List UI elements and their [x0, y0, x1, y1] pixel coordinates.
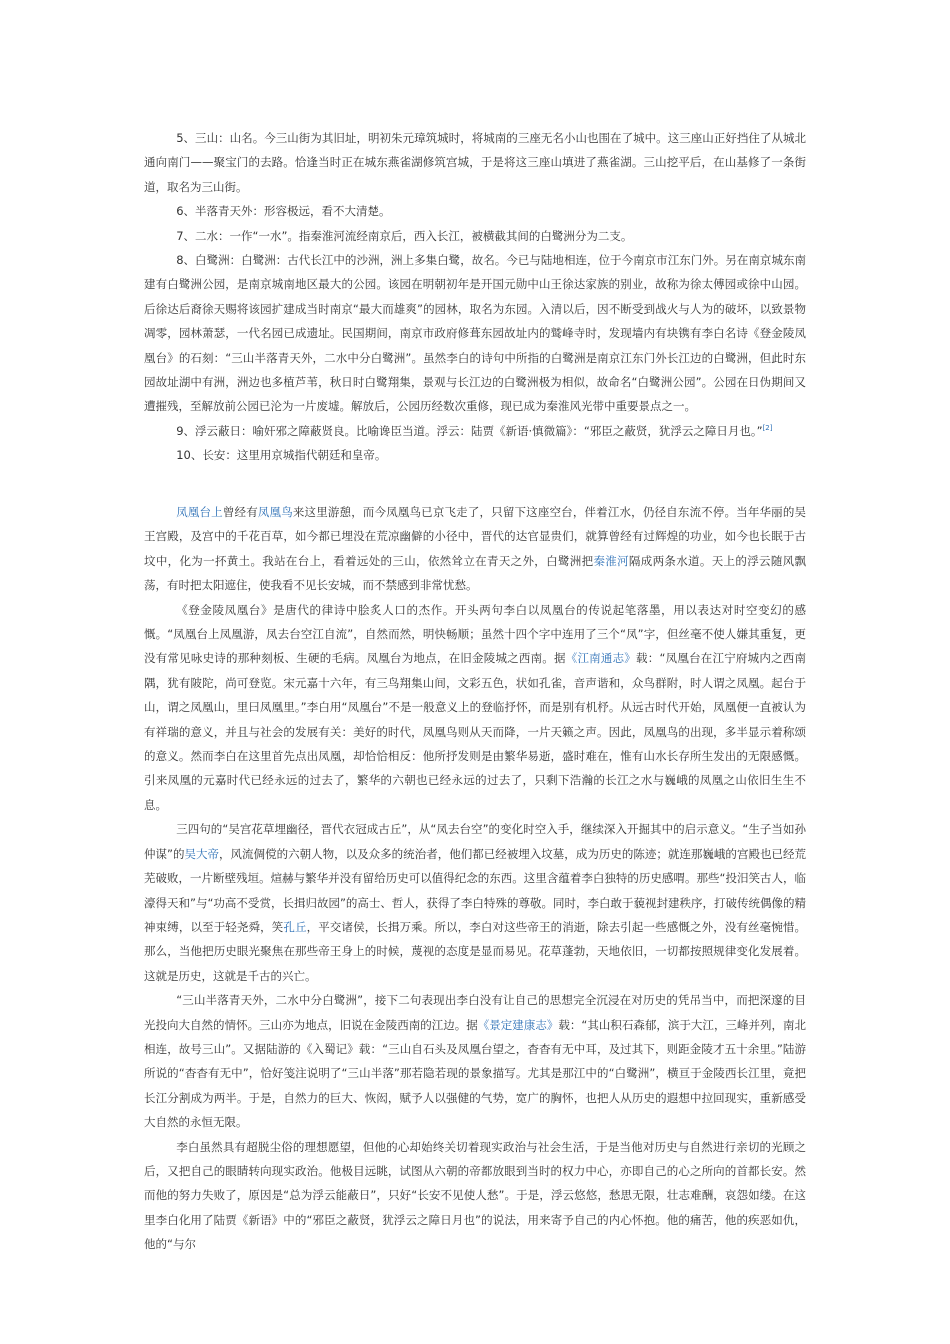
text-span: ，风流倜傥的六朝人物，以及众多的统治者，他们都已经被埋入坟墓，成为历史的陈迹；就连那巍峨的宫殿也已经荒芜破败，一片断壁残垣。煊赫与繁华并没有留给历史可以值得纪念的东西。这里含蕴着李白独特的历史感喟。那些“投汨笑古人，临濠得天和”与“功高不受赏，长揖归故园”的高士、哲人，获得了李白特殊的尊敬。同时，李白敢于藐视封建秩序，打破传统偶像的精神束缚，以至于轻尧舜，笑	[144, 846, 806, 934]
annotation-notes	[144, 126, 806, 468]
note-8: 8、白鹭洲：白鹭洲：古代长江中的沙洲，洲上多集白鹭，故名。今已与陆地相连，位于今南京市江东门外。另在南京城东南建有白鹭洲公园，是南京城南地区最大的公园。该园在明朝初年是开国元勋中山王徐达家族的别业，故称为徐太傅园或徐中山园。后徐达后裔徐天赐将该园扩建成当时南京“最大而雄爽”的园林，取名为东园。入清以后，因不断受到战火与人为的破坏，以致景物凋零，园林萧瑟，一代名园已成遗址。民国期间，南京市政府修葺东园故址内的鹫峰寺时，发现墙内有块镌有李白名诗《登金陵凤凰台》的石刻：“三山半落青天外，二水中分白鹭洲”。虽然李白的诗句中所指的白鹭洲是南京江东门外长江边的白鹭洲，但此时东园故址湖中有洲，洲边也多植芦苇，秋日时白鹭翔集，景观与长江边的白鹭洲极为相似，故命名“白鹭洲公园”。公园在日伪期间又遭摧残，至解放前公园已沦为一片废墟。解放后，公园历经数次重修，现已成为秦淮风光带中重要景点之一。	[144, 253, 806, 414]
text-span: 《登金陵凤凰台》是唐代的律诗中脍炙人口的杰作。开头两句李白以凤凰台的传说起笔落墨，用以表达对时空变幻的感慨。“凤凰台上凤凰游，凤去台空江自流”，自然而然，明快畅顺；虽然十四个字中连用了三个“凤”字，但丝毫不使人嫌其重复，更没有常见咏史诗的那种刻板、生硬的毛病。凤凰台为地点，在旧金陵城之西南。据	[144, 602, 806, 666]
note-6: 6、半落青天外：形容极远，看不大清楚。	[176, 204, 391, 219]
text-span: 载：“凤凰台在江宁府城内之西南隅，犹有陂陀，尚可登览。宋元嘉十六年，有三鸟翔集山间，文彩五色，状如孔雀，音声谐和，众鸟群附，时人谓之凤凰。起台于山，谓之凤凰山，里曰凤凰里。”李白用“凤凰台”不是一般意义上的登临抒怀，而是别有机杼。从远古时代开始，凤凰便一直被认为有祥瑞的意义，并且与社会的发展有关：美好的时代，凤凰鸟则从天而降，一片天籁之声。因此，凤凰鸟的出现，多半显示着称颂的意义。然而李白在这里首先点出凤凰，却恰恰相反：他所抒发则是由繁华易逝，盛时难在，惟有山水长存所生发出的无限感慨。引来凤凰的元嘉时代已经永远的过去了，繁华的六朝也已经永远的过去了，只剩下浩瀚的长江之水与巍峨的凤凰之山依旧生生不息。	[144, 651, 806, 812]
text-span: 载：“其山积石森郁，滨于大江，三峰并列，南北相连，故号三山”。又据陆游的《入蜀记》载：“三山自石头及凤凰台望之，杳杳有无中耳，及过其下，则距金陵才五十余里。”陆游所说的“杳杳有无中”，恰好笺注说明了“三山半落”那若隐若现的景象描写。尤其是那江中的“白鹭洲”，横亘于金陵西长江里，竟把长江分割成为两半。于是，自然力的巨大、恢闳，赋予人以强健的气势，宽广的胸怀，也把人从历史的遐想中拉回现实，重新感受大自然的永恒无限。	[144, 1017, 807, 1130]
commentary-section	[144, 500, 806, 1257]
analysis-paragraph-3	[144, 988, 806, 1134]
text-span: 隔成两条水道。天上的浮云随风飘荡，有时把太阳遮住，使我看不见长安城，而不禁感到非常忧愁。	[144, 553, 807, 593]
note-5: 5、三山：山名。今三山街为其旧址，明初朱元璋筑城时，将城南的三座无名小山也围在了城中。这三座山正好挡住了从城北通向南门——聚宝门的去路。恰逢当时正在城东燕雀湖修筑宫城，于是将这三座山填进了燕雀湖。三山挖平后，在山基修了一条街道，取名为三山街。	[144, 131, 806, 194]
text-span: 来这里游憩，而今凤凰鸟已京飞走了，只留下这座空台，伴着江水，仍径自东流不停。当年华丽的吴王宫殿，及宫中的千花百草，如今都已埋没在荒凉幽僻的小径中，晋代的达官显贵们，就算曾经有过辉煌的功业，如今也长眠于古坟中，化为一抔黄土。我站在台上，看着远处的三山，依然耸立在青天之外，白鹭洲把	[144, 505, 807, 568]
text-span: ，平交诸侯，长揖万乘。所以，李白对这些帝王的消逝，除去引起一些感慨之外，没有丝毫惋惜。那么，当他把历史眼光聚焦在那些帝王身上的时候，蔑视的态度是显而易见。花草蓬勃，天地依旧，一切都按照规律变化发展着。这就是历史，这就是千古的兴亡。	[144, 919, 807, 983]
note-7: 7、二水：一作“一水”。指秦淮河流经南京后，西入长江，被横截其间的白鹭洲分为二支。	[176, 228, 633, 243]
link-fenghuangtai[interactable]: 凤凰台上	[176, 505, 223, 519]
link-jingding-jiankangzhi[interactable]: 《景定建康志》	[477, 1017, 559, 1032]
text-span: “三山半落青天外，二水中分白鹭洲”，接下二句表现出李白没有让自己的思想完全沉浸在对历史的凭吊当中，而把深邃的目光投向大自然的情怀。三山亦为地点，旧说在金陵西南的江边。据	[144, 993, 806, 1032]
analysis-paragraph-2	[144, 817, 806, 988]
link-kongqiu[interactable]: 孔丘	[283, 919, 307, 934]
note-10: 10、长安：这里用京城指代朝廷和皇帝。	[176, 448, 387, 463]
link-wudadi[interactable]: 吴大帝	[184, 846, 220, 861]
analysis-paragraph-4: 李白虽然具有超脱尘俗的理想愿望，但他的心却始终关切着现实政治与社会生活，于是当他对历史与自然进行亲切的光顾之后，又把自己的眼睛转向现实政治。他极目远眺，试图从六朝的帝都放眼到当时的权力中心，亦即自己的心之所向的首都长安。然而他的努力失败了，原因是“总为浮云能蔽日”，只好“长安不见使人愁”。于是，浮云悠悠，愁思无限，壮志难酬，哀怨如缕。在这里李白化用了陆贾《新语》中的“邪臣之蔽贤，犹浮云之障日月也”的说法，用来寄予自己的内心怀抱。他的痛苦，他的疾恶如仇，他的“与尔	[144, 1139, 806, 1252]
link-jiangnan-tongzhi[interactable]: 《江南通志》	[565, 651, 637, 666]
footnote-ref-link[interactable]: [2]	[762, 424, 773, 433]
text-span: 三四句的“吴宫花草埋幽径，晋代衣冠成古丘”，从“凤去台空”的变化时空入手，继续深入开掘其中的启示意义。“生子当如孙仲谋”的	[144, 822, 806, 861]
translation-paragraph	[144, 500, 806, 598]
text-span: 曾经有	[222, 505, 258, 519]
analysis-paragraph-1	[144, 598, 806, 818]
link-fenghuangniao[interactable]: 凤凰鸟	[257, 505, 293, 519]
note-9-text: 9、浮云蔽日：喻奸邪之障蔽贤良。比喻谗臣当道。浮云：陆贾《新语·慎微篇》：“邪臣之蔽贤，犹浮云之障日月也。”	[176, 423, 763, 438]
link-qinhuaihe[interactable]: 秦淮河	[593, 553, 629, 568]
note-9	[144, 419, 806, 443]
